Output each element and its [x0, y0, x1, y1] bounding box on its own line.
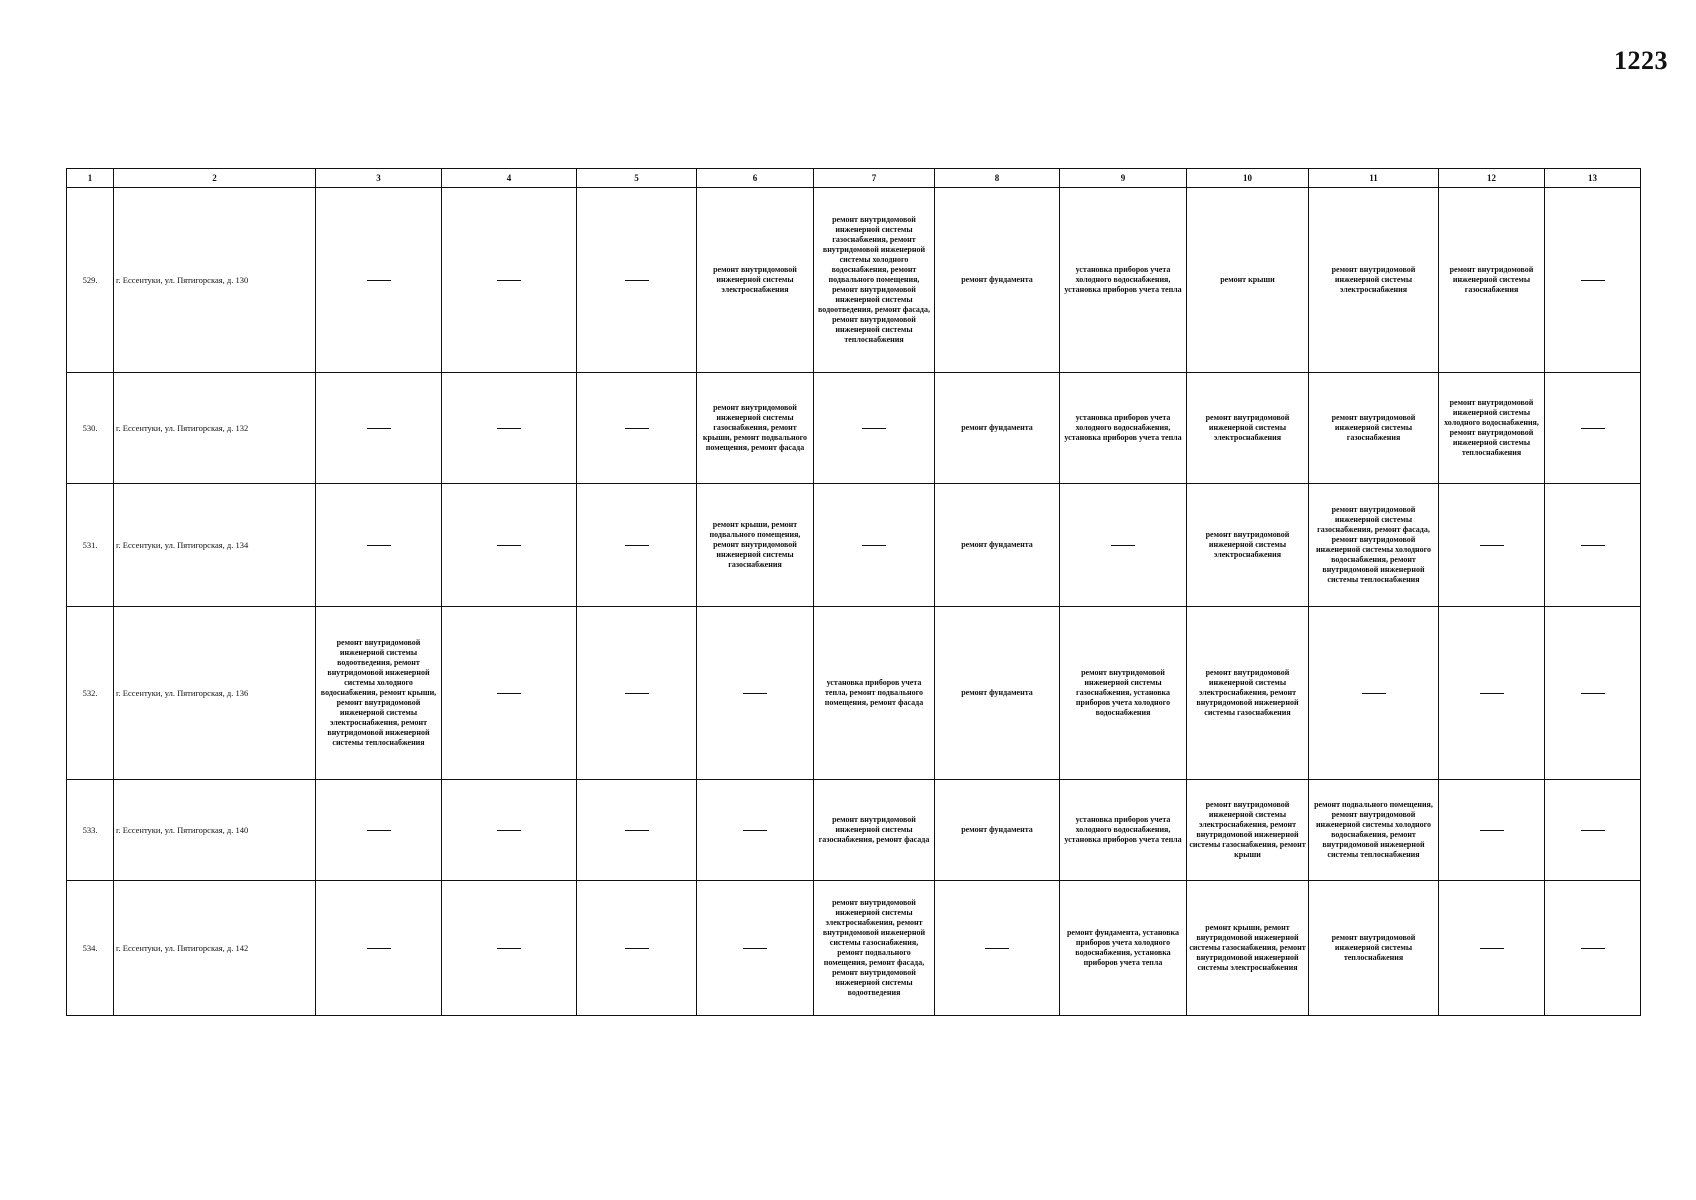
empty-cell: [577, 607, 697, 780]
column-header: 8: [935, 169, 1060, 188]
empty-cell: [1060, 484, 1187, 607]
dash-mark: [367, 830, 391, 831]
dash-mark: [497, 693, 521, 694]
work-cell: ремонт внутридомовой инженерной системы электроснабжения: [1309, 188, 1439, 373]
dash-mark: [743, 948, 767, 949]
dash-mark: [1480, 545, 1504, 546]
work-cell: ремонт внутридомовой инженерной системы газоснабжения: [1439, 188, 1545, 373]
work-cell: ремонт внутридомовой инженерной системы газоснабжения, ремонт внутридомовой инженерной системы холодного водоснабжения, ремонт подвального помещения, ремонт внутридомовой инженерной системы водоотведения, ремонт фасада, ремонт внутридомовой инженерной системы теплоснабжения: [814, 188, 935, 373]
empty-cell: [1439, 607, 1545, 780]
empty-cell: [316, 484, 442, 607]
empty-cell: [1439, 780, 1545, 881]
dash-mark: [862, 545, 886, 546]
work-cell: ремонт фундамента: [935, 484, 1060, 607]
empty-cell: [1545, 188, 1641, 373]
repair-schedule-table: [66, 168, 1641, 1016]
work-cell: установка приборов учета тепла, ремонт подвального помещения, ремонт фасада: [814, 607, 935, 780]
work-cell: ремонт фундамента, установка приборов учета холодного водоснабжения, установка приборов учета тепла: [1060, 881, 1187, 1016]
empty-cell: [316, 881, 442, 1016]
empty-cell: [577, 188, 697, 373]
row-number: 530.: [67, 373, 114, 484]
dash-mark: [497, 545, 521, 546]
empty-cell: [1309, 607, 1439, 780]
empty-cell: [442, 607, 577, 780]
work-cell: ремонт внутридомовой инженерной системы электроснабжения, ремонт внутридомовой инженерной системы газоснабжения, ремонт крыши: [1187, 780, 1309, 881]
column-header: 4: [442, 169, 577, 188]
work-cell: ремонт внутридомовой инженерной системы электроснабжения, ремонт внутридомовой инженерной системы газоснабжения, ремонт подвального помещения, ремонт фасада, ремонт внутридомовой инженерной системы водоотведения: [814, 881, 935, 1016]
empty-cell: [577, 373, 697, 484]
empty-cell: [1545, 607, 1641, 780]
dash-mark: [1581, 948, 1605, 949]
empty-cell: [1545, 373, 1641, 484]
address-cell: г. Ессентуки, ул. Пятигорская, д. 140: [114, 780, 316, 881]
work-cell: ремонт внутридомовой инженерной системы электроснабжения, ремонт внутридомовой инженерной системы газоснабжения: [1187, 607, 1309, 780]
empty-cell: [814, 484, 935, 607]
work-cell: ремонт внутридомовой инженерной системы газоснабжения, ремонт крыши, ремонт подвального помещения, ремонт фасада: [697, 373, 814, 484]
work-cell: ремонт крыши, ремонт подвального помещения, ремонт внутридомовой инженерной системы газоснабжения: [697, 484, 814, 607]
address-cell: г. Ессентуки, ул. Пятигорская, д. 132: [114, 373, 316, 484]
dash-mark: [1581, 428, 1605, 429]
dash-mark: [1480, 693, 1504, 694]
dash-mark: [367, 428, 391, 429]
work-cell: ремонт внутридомовой инженерной системы газоснабжения, ремонт фасада: [814, 780, 935, 881]
empty-cell: [697, 607, 814, 780]
work-cell: ремонт внутридомовой инженерной системы электроснабжения: [1187, 373, 1309, 484]
work-cell: ремонт внутридомовой инженерной системы газоснабжения: [1309, 373, 1439, 484]
table-row: [67, 881, 1641, 1016]
row-number: 532.: [67, 607, 114, 780]
dash-mark: [625, 948, 649, 949]
dash-mark: [1111, 545, 1135, 546]
dash-mark: [1480, 830, 1504, 831]
column-header: 7: [814, 169, 935, 188]
dash-mark: [625, 428, 649, 429]
work-cell: ремонт крыши: [1187, 188, 1309, 373]
empty-cell: [442, 780, 577, 881]
dash-mark: [625, 545, 649, 546]
table-row: [67, 484, 1641, 607]
dash-mark: [367, 545, 391, 546]
work-cell: ремонт внутридомовой инженерной системы электроснабжения: [1187, 484, 1309, 607]
work-cell: ремонт внутридомовой инженерной системы теплоснабжения: [1309, 881, 1439, 1016]
page-number: 1223: [1614, 46, 1668, 75]
work-cell: ремонт крыши, ремонт внутридомовой инженерной системы газоснабжения, ремонт внутридомовой инженерной системы электроснабжения: [1187, 881, 1309, 1016]
work-cell: ремонт внутридомовой инженерной системы электроснабжения: [697, 188, 814, 373]
empty-cell: [577, 881, 697, 1016]
work-cell: ремонт внутридомовой инженерной системы газоснабжения, ремонт фасада, ремонт внутридомовой инженерной системы холодного водоснабжения, ремонт внутридомовой инженерной системы теплоснабжения: [1309, 484, 1439, 607]
row-number: 529.: [67, 188, 114, 373]
dash-mark: [1480, 948, 1504, 949]
column-header: 3: [316, 169, 442, 188]
empty-cell: [316, 780, 442, 881]
dash-mark: [497, 830, 521, 831]
row-number: 531.: [67, 484, 114, 607]
work-cell: установка приборов учета холодного водоснабжения, установка приборов учета тепла: [1060, 373, 1187, 484]
empty-cell: [697, 780, 814, 881]
dash-mark: [1581, 693, 1605, 694]
dash-mark: [367, 948, 391, 949]
dash-mark: [367, 280, 391, 281]
work-cell: ремонт фундамента: [935, 373, 1060, 484]
dash-mark: [497, 948, 521, 949]
empty-cell: [316, 373, 442, 484]
column-header: 12: [1439, 169, 1545, 188]
dash-mark: [1581, 545, 1605, 546]
dash-mark: [1581, 280, 1605, 281]
empty-cell: [316, 188, 442, 373]
work-cell: ремонт фундамента: [935, 188, 1060, 373]
dash-mark: [1581, 830, 1605, 831]
empty-cell: [1439, 484, 1545, 607]
empty-cell: [442, 881, 577, 1016]
work-cell: ремонт внутридомовой инженерной системы газоснабжения, установка приборов учета холодного водоснабжения: [1060, 607, 1187, 780]
address-cell: г. Ессентуки, ул. Пятигорская, д. 134: [114, 484, 316, 607]
empty-cell: [1545, 484, 1641, 607]
header-row: [67, 169, 1641, 188]
empty-cell: [1439, 881, 1545, 1016]
dash-mark: [625, 280, 649, 281]
work-cell: ремонт подвального помещения, ремонт внутридомовой инженерной системы холодного водоснабжения, ремонт внутридомовой инженерной системы теплоснабжения: [1309, 780, 1439, 881]
work-cell: ремонт фундамента: [935, 780, 1060, 881]
dash-mark: [625, 830, 649, 831]
work-cell: ремонт внутридомовой инженерной системы водоотведения, ремонт внутридомовой инженерной системы холодного водоснабжения, ремонт крыши, ремонт внутридомовой инженерной системы электроснабжения, ремонт внутридомовой инженерной системы теплоснабжения: [316, 607, 442, 780]
dash-mark: [497, 280, 521, 281]
table-body: [67, 188, 1641, 1016]
dash-mark: [625, 693, 649, 694]
column-header: 11: [1309, 169, 1439, 188]
dash-mark: [497, 428, 521, 429]
column-header: 13: [1545, 169, 1641, 188]
dash-mark: [985, 948, 1009, 949]
table-row: [67, 607, 1641, 780]
table-row: [67, 188, 1641, 373]
column-header: 9: [1060, 169, 1187, 188]
empty-cell: [1545, 780, 1641, 881]
row-number: 533.: [67, 780, 114, 881]
empty-cell: [814, 373, 935, 484]
empty-cell: [577, 484, 697, 607]
address-cell: г. Ессентуки, ул. Пятигорская, д. 142: [114, 881, 316, 1016]
empty-cell: [442, 373, 577, 484]
column-header: 5: [577, 169, 697, 188]
address-cell: г. Ессентуки, ул. Пятигорская, д. 130: [114, 188, 316, 373]
dash-mark: [743, 693, 767, 694]
column-header: 2: [114, 169, 316, 188]
work-cell: ремонт фундамента: [935, 607, 1060, 780]
table-row: [67, 373, 1641, 484]
work-cell: ремонт внутридомовой инженерной системы холодного водоснабжения, ремонт внутридомовой инженерной системы теплоснабжения: [1439, 373, 1545, 484]
row-number: 534.: [67, 881, 114, 1016]
dash-mark: [1362, 693, 1386, 694]
dash-mark: [743, 830, 767, 831]
address-cell: г. Ессентуки, ул. Пятигорская, д. 136: [114, 607, 316, 780]
dash-mark: [862, 428, 886, 429]
column-header: 10: [1187, 169, 1309, 188]
empty-cell: [697, 881, 814, 1016]
work-cell: установка приборов учета холодного водоснабжения, установка приборов учета тепла: [1060, 188, 1187, 373]
column-header: 6: [697, 169, 814, 188]
table-row: [67, 780, 1641, 881]
work-cell: установка приборов учета холодного водоснабжения, установка приборов учета тепла: [1060, 780, 1187, 881]
column-header: 1: [67, 169, 114, 188]
empty-cell: [1545, 881, 1641, 1016]
empty-cell: [935, 881, 1060, 1016]
empty-cell: [442, 188, 577, 373]
empty-cell: [442, 484, 577, 607]
empty-cell: [577, 780, 697, 881]
